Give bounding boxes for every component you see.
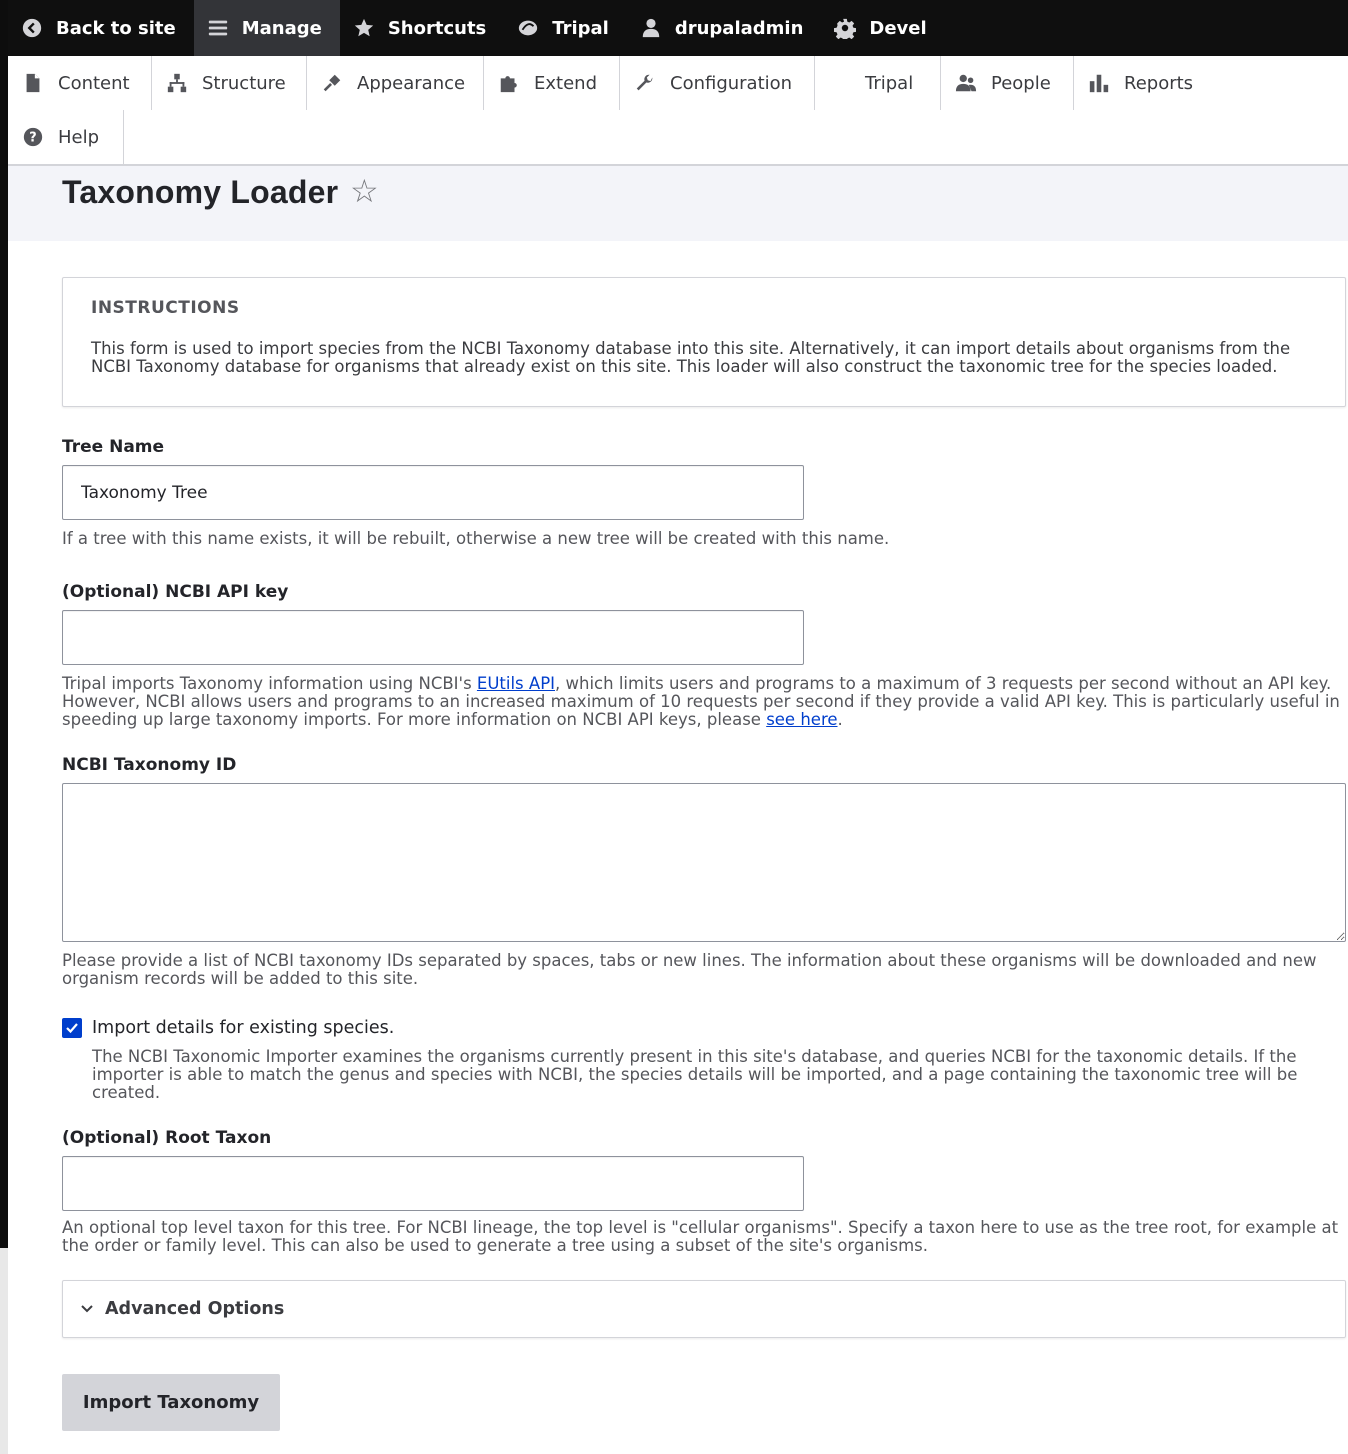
tray-item-label: People [991,72,1051,94]
background-terminal-window [0,0,8,1454]
tray-item-label: Extend [534,72,597,94]
import-existing-description: The NCBI Taxonomic Importer examines the organisms currently present in this site's database, and queries NCBI for the taxonomic details. If the importer is able to match the genus and species with NCBI, the species details will be imported, and a page containing the taxonomic tree will be created. [92,1047,1298,1102]
toolbar-tripal[interactable] [504,0,627,56]
background-window-lower [0,1248,8,1454]
api-key-field [62,582,1346,729]
taxonomy-id-field [62,755,1346,988]
question-circle-icon [22,126,44,148]
people-icon [955,72,977,94]
toolbar-item-label: drupaladmin [674,17,804,39]
page-header [8,166,1348,241]
toolbar-devel[interactable] [821,0,944,56]
checkmark-icon [65,1021,79,1035]
paintbrush-icon [321,72,343,94]
root-taxon-description: An optional top level taxon for this tree. For NCBI lineage, the top level is "cellular organisms". Specify a taxon here to use as the tree root, for example at the order or family level. This can also be used to generate a tree using a subset of the site's organisms. [62,1218,1339,1255]
tray-item-structure[interactable] [152,56,307,110]
tray-item-label: Help [58,126,100,148]
advanced-options-toggle[interactable] [62,1280,1346,1338]
bar-chart-icon [1088,72,1110,94]
taxonomy-id-description: Please provide a list of NCBI taxonomy IDs separated by spaces, tabs or new lines. The information about these organisms will be downloaded and new organism records will be added to this site. [62,951,1317,988]
document-icon [22,72,44,94]
toolbar-item-label: Back to site [56,17,176,39]
puzzle-icon [498,72,520,94]
see-here-link[interactable]: see here [766,710,838,729]
tree-name-label: Tree Name [62,437,165,457]
tree-name-input[interactable] [62,465,804,520]
tray-item-label: Reports [1124,72,1194,94]
advanced-options-summary: Advanced Options [105,1299,285,1319]
instructions-text: This form is used to import species from the NCBI Taxonomy database into this site. Alternatively, it can import details about organisms from the NCBI Taxonomy database for organisms that already exist on this site. This loader will also construct the taxonomic tree for the species loaded. [91,339,1291,376]
toolbar-spacer [945,0,1348,56]
user-icon [639,16,663,40]
toolbar-item-label: Tripal [552,17,609,39]
tray-item-extend[interactable] [484,56,620,110]
tray-item-reports[interactable] [1074,56,1214,110]
wrench-icon [634,72,656,94]
tray-item-label: Appearance [357,72,466,94]
root-taxon-label: (Optional) Root Taxon [62,1128,272,1148]
import-existing-checkbox[interactable] [62,1018,82,1038]
tree-name-description: If a tree with this name exists, it will be rebuilt, otherwise a new tree will be created with this name. [62,529,890,548]
tray-item-appearance[interactable] [307,56,484,110]
import-taxonomy-button[interactable]: Import Taxonomy [62,1374,280,1431]
add-shortcut-star-icon[interactable]: ☆ [350,172,379,210]
taxonomy-id-label: NCBI Taxonomy ID [62,755,237,775]
toolbar-shortcuts[interactable] [340,0,504,56]
instructions-panel [62,277,1346,407]
toolbar-manage[interactable] [194,0,340,56]
instructions-heading: INSTRUCTIONS [91,298,240,318]
tray-item-configuration[interactable] [620,56,815,110]
taxonomy-loader-form [62,277,1346,1431]
tray-row [8,56,1348,110]
tray-item-label: Structure [202,72,286,94]
toolbar-item-label: Shortcuts [387,17,487,39]
page-title: Taxonomy Loader [62,174,339,210]
import-existing-label[interactable]: Import details for existing species. [92,1018,395,1038]
taxonomy-id-textarea[interactable] [62,783,1346,942]
api-key-desc-text: , which limits users and programs to a maximum of 3 requests per second without an API key. However, NCBI allows users and programs to an increased maximum of 10 requests per second if they provide a valid API key. This is particularly useful in speeding up large taxonomy imports. For more information on NCBI API keys, please [62,674,1340,729]
eutils-api-link[interactable]: EUtils API [476,674,556,693]
admin-tray [8,56,1348,166]
root-taxon-input[interactable] [62,1156,804,1211]
import-existing-row [62,1018,1346,1038]
tray-item-label: Content [58,72,130,94]
toolbar-item-label: Manage [241,17,322,39]
api-key-desc-text: . [837,710,843,729]
gear-icon [833,16,857,40]
api-key-desc-text: Tripal imports Taxonomy information using NCBI's [62,674,477,693]
toolbar-user[interactable] [627,0,822,56]
chevron-left-circle-icon [20,16,44,40]
tray-item-help[interactable] [8,110,124,164]
root-taxon-field [62,1128,1346,1255]
tray-item-people[interactable] [941,56,1074,110]
tray-item-label: Tripal [865,72,914,94]
chevron-down-icon [79,1301,95,1317]
api-key-description [62,675,1346,729]
tray-item-tripal[interactable] [815,56,941,110]
api-key-label: (Optional) NCBI API key [62,582,289,602]
tree-name-field [62,437,1346,548]
hamburger-menu-icon [206,16,230,40]
admin-toolbar [8,0,1348,56]
sitemap-icon [166,72,188,94]
tray-row [8,110,1348,164]
tripal-icon [516,16,540,40]
tray-item-label: Configuration [670,72,793,94]
api-key-input[interactable] [62,610,804,665]
star-icon [352,16,376,40]
toolbar-item-label: Devel [869,17,927,39]
toolbar-back-to-site[interactable] [8,0,194,56]
svg-text:?: ? [29,130,37,146]
tray-item-content[interactable] [8,56,152,110]
